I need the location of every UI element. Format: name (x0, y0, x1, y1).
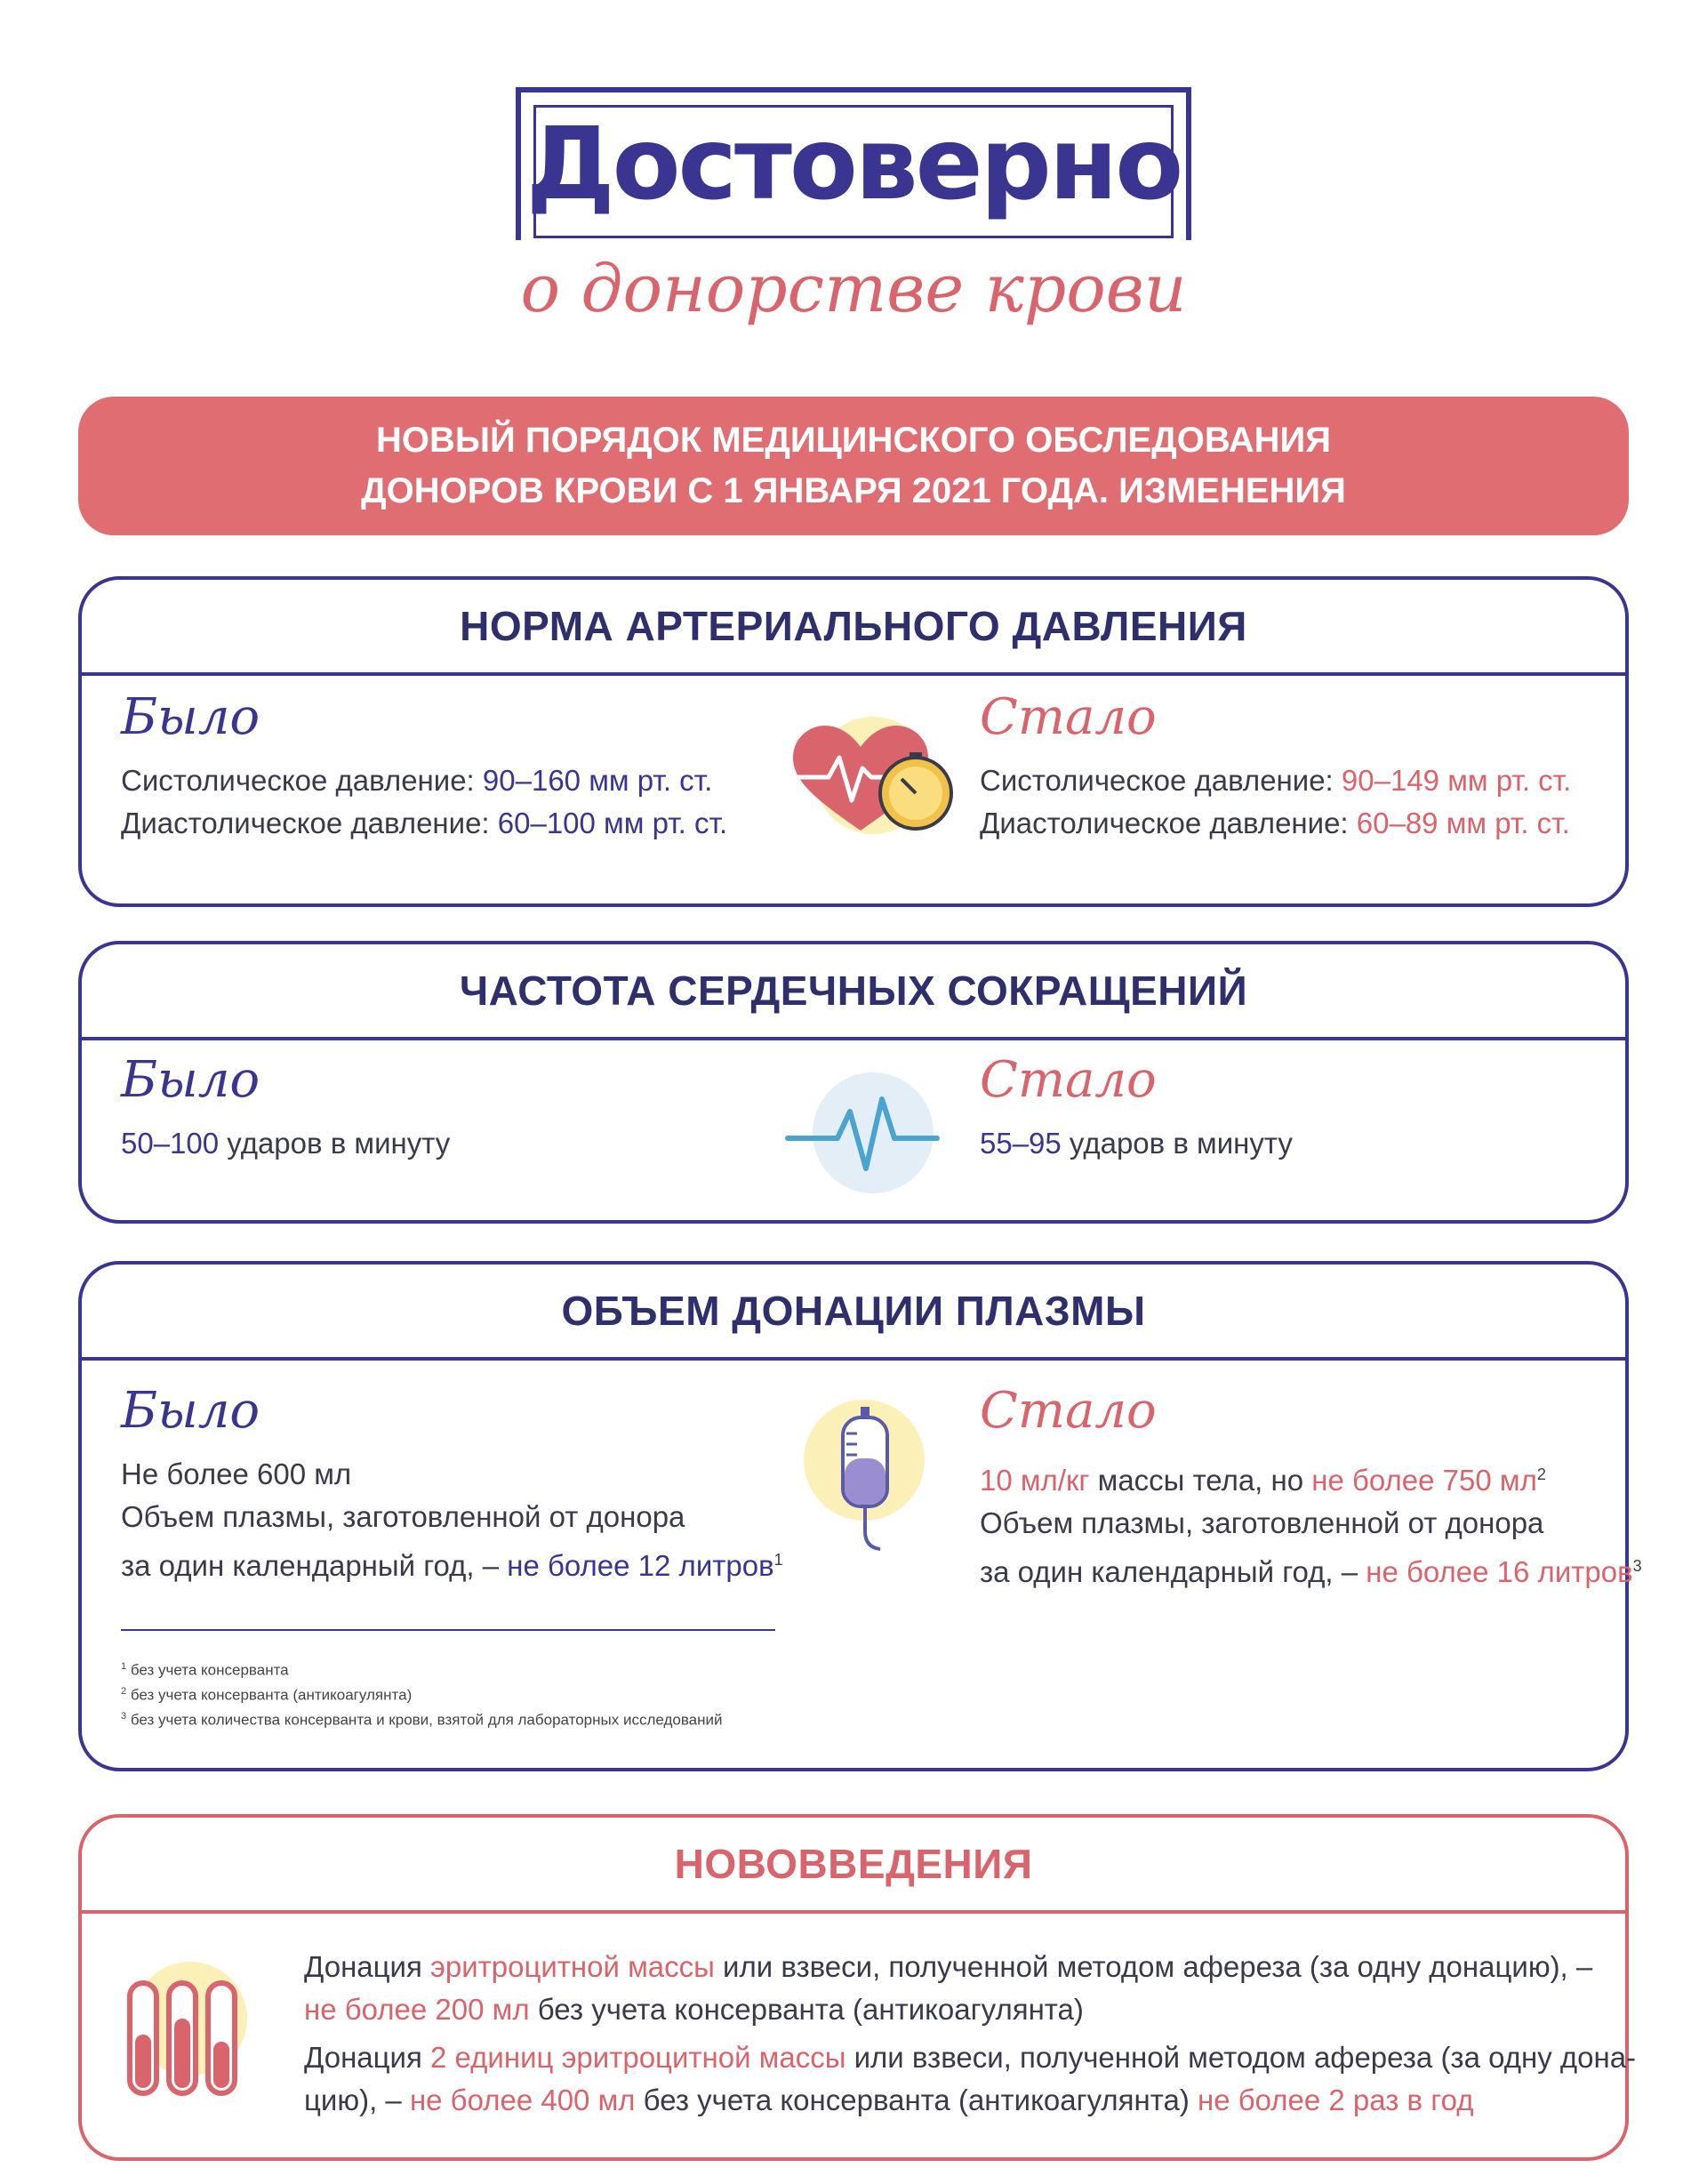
was-plasma-limit: Не более 600 мл (121, 1457, 352, 1490)
banner-line-2: ДОНОРОВ КРОВИ С 1 ЯНВАРЯ 2021 ГОДА. ИЗМЕНЕНИЯ (361, 471, 1346, 510)
footnote-divider (121, 1629, 775, 1631)
now-label: Стало (980, 688, 1157, 746)
now-heart-rate: 55–95 ударов в минуту (980, 1127, 1293, 1160)
logo-title: Достоверно (525, 107, 1182, 222)
banner-line-1: НОВЫЙ ПОРЯДОК МЕДИЦИНСКОГО ОБСЛЕДОВАНИЯ (376, 421, 1331, 460)
header-banner (78, 397, 1629, 535)
logo-subtitle: о донорстве крови (498, 240, 1209, 347)
pressure-title: НОРМА АРТЕРИАЛЬНОГО ДАВЛЕНИЯ (82, 580, 1625, 676)
was-label: Было (121, 1382, 260, 1440)
footnote-3: $^3$ без учета количества консерванта и крови, взятой для лабораторных исследований (121, 1711, 723, 1729)
footnote-1: $^1$ без учета консерванта (121, 1661, 289, 1679)
plasma-was-column (121, 1380, 783, 1587)
heart-rate-now-column (980, 1049, 1293, 1165)
now-label: Стало (980, 1051, 1157, 1109)
heart-pressure-gauge-icon (784, 713, 962, 847)
innovation-2-line-1: Донация 2 единиц эритроцитной массы или взвеси, полученной методом афереза (за одну дона- (304, 2041, 1637, 2074)
pressure-was-column (121, 687, 727, 845)
plasma-title: ОБЪЕМ ДОНАЦИИ ПЛАЗМЫ (82, 1265, 1625, 1361)
innovations-title: НОВОВВЕДЕНИЯ (82, 1818, 1625, 1914)
heart-rate-card (78, 941, 1629, 1224)
now-label: Стало (980, 1382, 1157, 1440)
plasma-card (78, 1261, 1642, 1771)
now-systolic: Систолическое давление: 90–149 мм рт. ст. (980, 764, 1572, 797)
was-label: Было (121, 688, 260, 746)
was-plasma-line-2: Объем плазмы, заготовленной от донора (121, 1500, 685, 1533)
was-systolic: Систолическое давление: 90–160 мм рт. ст. (121, 764, 713, 797)
innovation-1-line-1: Донация эритроцитной массы или взвеси, полученной методом афереза (за одну донацию), – (304, 1950, 1593, 1983)
now-plasma-line-2: Объем плазмы, заготовленной от донора (980, 1506, 1544, 1539)
plasma-bag-icon (793, 1398, 944, 1567)
now-plasma-line-3: за один календарный год, – не более 16 литров$^3$ (980, 1555, 1642, 1588)
was-heart-rate: 50–100 ударов в минуту (121, 1127, 451, 1160)
innovation-1-line-2: не более 200 мл без учета консерванта (антикоагулянта) (304, 1993, 1084, 2026)
now-diastolic: Диастолическое давление: 60–89 мм рт. ст. (980, 807, 1570, 839)
plasma-now-column (980, 1380, 1642, 1594)
now-plasma-limit: 10 мл/кг массы тела, но не более 750 $мл^2$ (980, 1464, 1546, 1497)
pulse-wave-icon (784, 1069, 953, 1202)
innovations-text (304, 1946, 1636, 2122)
was-diastolic: Диастолическое давление: 60–100 мм рт. ст. (121, 807, 728, 839)
heart-rate-was-column (121, 1049, 450, 1165)
pressure-card (78, 576, 1629, 907)
was-plasma-line-3: за один календарный год, – не более 12 литров$^1$ (121, 1549, 783, 1582)
was-label: Было (121, 1051, 260, 1109)
pressure-now-column (980, 687, 1571, 845)
heart-rate-title: ЧАСТОТА СЕРДЕЧНЫХ СОКРАЩЕНИЙ (82, 944, 1625, 1040)
innovations-card (78, 1814, 1637, 2161)
innovation-2-line-2: цию), – не более 400 мл без учета консерванта (антикоагулянта) не более 2 раз в год (304, 2084, 1474, 2116)
footnote-2: $^2$ без учета консерванта (антикоагулянта) (121, 1686, 413, 1704)
test-tubes-icon (117, 1956, 260, 2108)
